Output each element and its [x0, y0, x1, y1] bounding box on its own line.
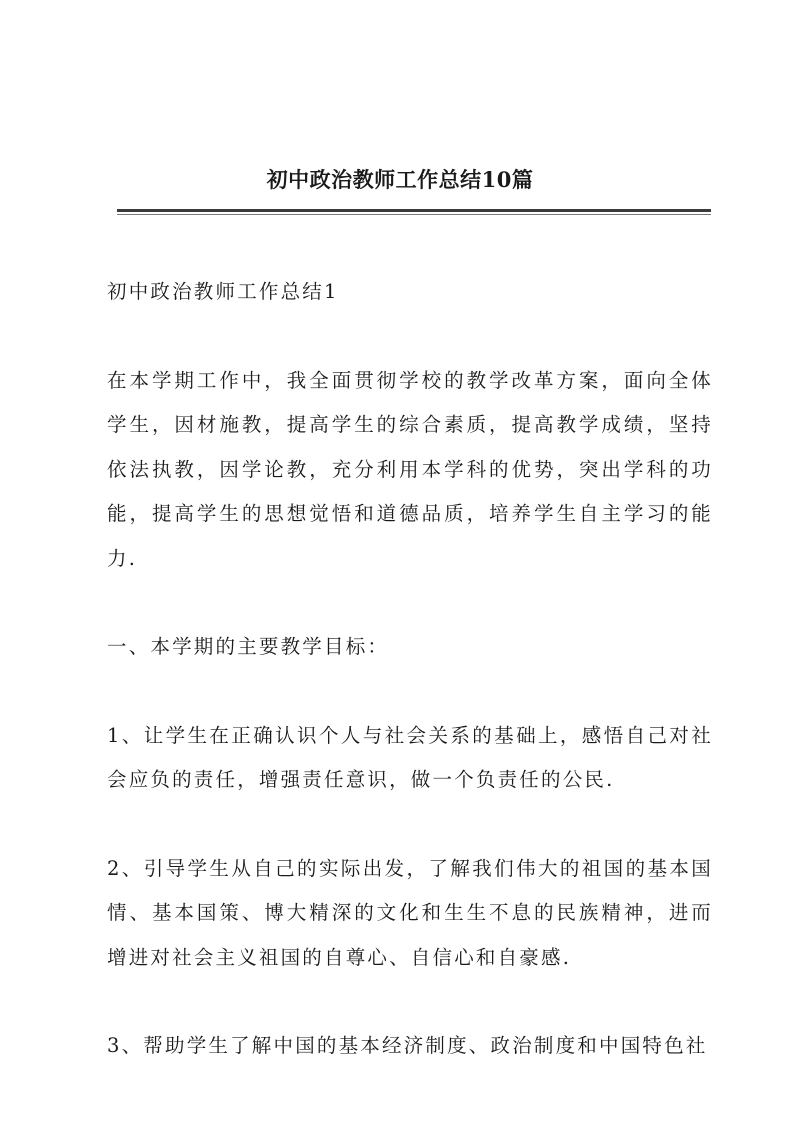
goals-subheading: 一、本学期的主要教学目标： [107, 635, 390, 658]
goal-item-3: 3、帮助学生了解中国的基本经济制度、政治制度和中国特色社 [107, 1034, 708, 1057]
goal-item-2: 2、引导学生从自己的实际出发，了解我们伟大的祖国的基本国情、基本国策、博大精深的文化和生生不息的民族精神，进而增进对社会主义祖国的自尊心、自信心和自豪感. [107, 856, 713, 969]
document-title: 初中政治教师工作总结10篇 [266, 167, 534, 192]
goal-item-1: 1、让学生在正确认识个人与社会关系的基础上，感悟自己对社会应负的责任，增强责任意识，做一个负责任的公民. [107, 723, 713, 791]
title-underline [117, 209, 711, 212]
document-body [107, 270, 713, 1113]
intro-paragraph: 在本学期工作中，我全面贯彻学校的教学改革方案，面向全体学生，因材施教，提高学生的综合素质，提高教学成绩，坚持依法执教，因学论教，充分利用本学科的优势，突出学科的功能，提高学生的思想觉悟和道德品质，培养学生自主学习的能力. [107, 368, 713, 570]
title-underline-thin [117, 214, 711, 215]
section-heading: 初中政治教师工作总结1 [107, 280, 339, 303]
